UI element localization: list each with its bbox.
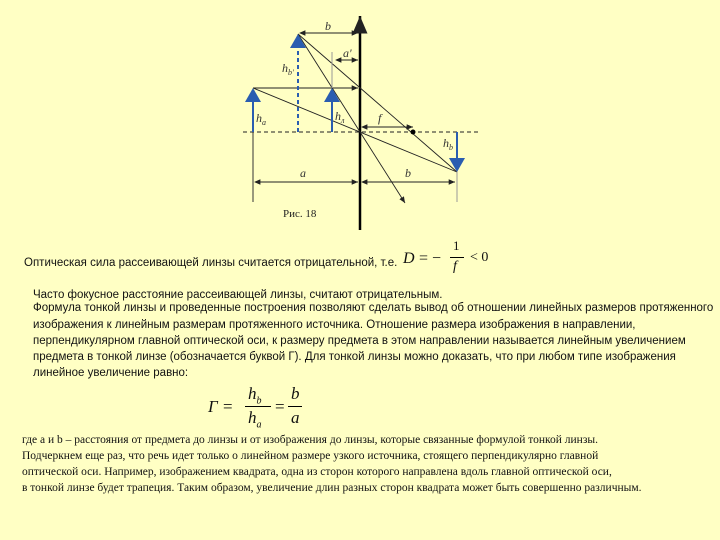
text: a [262, 118, 266, 127]
text: оптической оси. Например, изображением квадрата, одна из сторон которого направлена вдоль главной оптической оси, [22, 466, 612, 478]
svg-text:hb' [282, 61, 294, 77]
text: Часто фокусное расстояние рассеивающей линзы, считают отрицательным. [33, 289, 443, 301]
text: a [256, 419, 262, 431]
text: b [256, 395, 262, 407]
text: в тонкой линзе будет трапеция. Таким образом, увеличение длин разных сторон квадрата может быть совершенно различным. [22, 482, 642, 494]
text: л [341, 116, 345, 125]
text: b [325, 19, 331, 33]
text: b [291, 384, 300, 403]
figure-caption: Рис. 18 [283, 208, 317, 220]
text: h [443, 136, 449, 150]
text: линейное увеличение равно: [33, 367, 189, 379]
text: = [275, 397, 285, 416]
svg-text:hb [443, 136, 453, 152]
text: f [378, 111, 382, 125]
optical-power-text: Оптическая сила рассеивающей линзы считается отрицательной, т.е. [24, 257, 398, 269]
text: b [405, 166, 411, 180]
text: перпендикулярном главной оптической оси, к размеру предмета в этом направлении называется линейным увеличением [33, 335, 686, 347]
text: Г = [208, 397, 234, 416]
text: = − [419, 250, 442, 267]
text: Формула тонкой линзы и проведенные построения позволяют сделать вывод об отношении линейных размеров протяженного [33, 302, 714, 314]
svg-text:hл [335, 109, 345, 125]
text: b' [288, 68, 294, 77]
text: предмета в тонкой линзе (обозначается буквой Г). Для тонкой линзы можно доказать, что при любом типе изображения [33, 351, 676, 363]
text: f [453, 259, 457, 274]
text: a' [343, 46, 352, 60]
text: D [403, 250, 415, 267]
text: изображения к линейным размерам протяженного источника. Отношение размера изображения в направлении, [33, 319, 636, 331]
text: где a и b – расстояния от предмета до линзы и от изображения до линзы, которые связанные формулой тонкой линзы. [22, 434, 598, 446]
text: < 0 [470, 250, 489, 265]
text: Подчеркнем еще раз, что речь идет только о линейном размере узкого источника, стоящего перпендикулярно главной [22, 450, 599, 462]
svg-text:ha [256, 111, 266, 127]
text: h [256, 111, 262, 125]
text: a [300, 166, 306, 180]
text: b [449, 143, 453, 152]
text: h [335, 109, 341, 123]
focus-point [411, 130, 416, 135]
text: a [291, 408, 300, 427]
text: h [282, 61, 288, 75]
text: h [248, 408, 257, 427]
text: 1 [453, 238, 460, 253]
text: h [248, 384, 257, 403]
